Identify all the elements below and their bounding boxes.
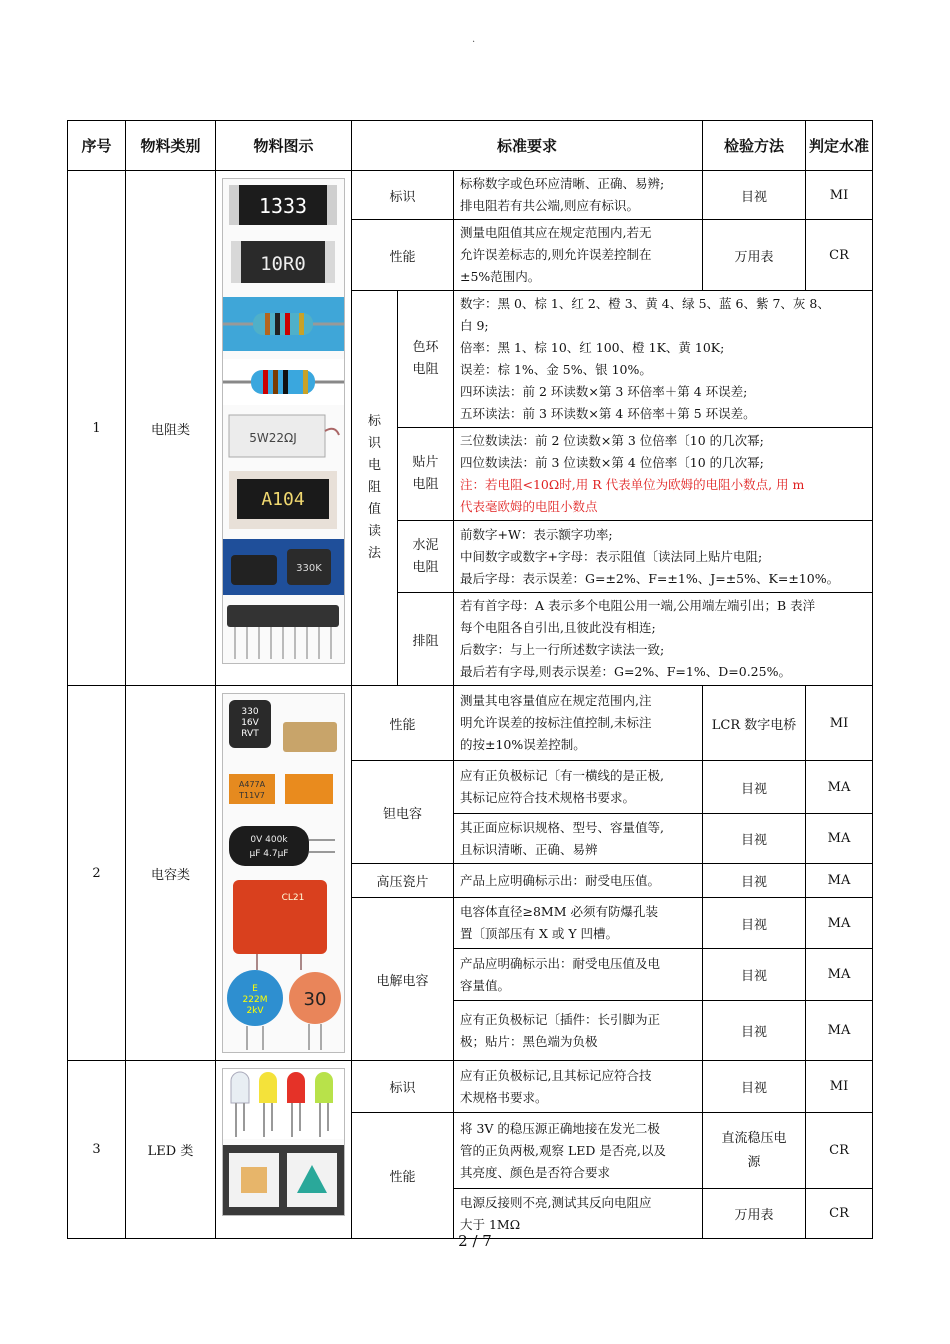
tantalum-method-2: 目视 — [703, 814, 806, 864]
resistor-image-cell — [216, 171, 352, 686]
header-standard: 标准要求 — [352, 121, 703, 171]
chip-label-10r0: 10R0 — [260, 253, 306, 275]
ceramic-smd-cap — [283, 722, 337, 752]
led-mark-req: 应有正负极标记,且其标记应符合技 术规格书要求。 — [454, 1061, 703, 1113]
elec-method-3: 目视 — [703, 1001, 806, 1061]
led-perf-method-2: 万用表 — [703, 1189, 806, 1239]
electrolytic-label: 电解电容 — [352, 898, 454, 1061]
led-mark-row — [68, 1061, 873, 1113]
yellow-led — [259, 1072, 277, 1103]
resistor-mark-req: 标称数字或色环应清晰、正确、易辨; 排电阻若有共公端,则应有标识。 — [454, 171, 703, 220]
tantalum-method-1: 目视 — [703, 761, 806, 814]
svg-text:222M: 222M — [242, 995, 268, 1005]
led-illustration — [223, 1069, 344, 1215]
resistor-reading-label: 标 识 电 阻 值 读 法 — [352, 291, 398, 686]
tantalum-level-1: MA — [806, 761, 873, 814]
led-perf-req-1: 将 3V 的稳压源正确地接在发光二极 管的正负两极,观察 LED 是否亮,以及 其亮度、颜色是否符合要求 — [454, 1113, 703, 1189]
tantalum-label: 钽电容 — [352, 761, 454, 864]
resistor-mark-row — [68, 171, 873, 220]
header-judge: 判定水准 — [806, 121, 873, 171]
color-ring-req: 数字：黑 0、棕 1、红 2、橙 3、黄 4、绿 5、蓝 6、紫 7、灰 8、 白 9; 倍率：黑 1、棕 10、红 100、橙 1K、黄 10K; 误差：棕 1%、金 5%、银 10%。 四环读法：前 2 环读数×第 3 环倍率＋第 4 环误差; 五环读法：前 3 环读数×第 4 环倍率＋第 5 环误差。 — [454, 291, 873, 428]
resistor-mark-method: 目视 — [703, 171, 806, 220]
green-led — [315, 1072, 333, 1103]
svg-text:16V: 16V — [241, 718, 259, 728]
resistor-seq: 1 — [68, 171, 126, 686]
cement-req: 前数字+W：表示额字功率; 中间数字或数字+字母：表示阻值〔读法同上贴片电阻; 最后字母：表示误差：G=±2%、F=±1%、J=±5%、K=±10%。 — [454, 521, 873, 593]
header-image: 物料图示 — [216, 121, 352, 171]
ceramic-level: MA — [806, 864, 873, 898]
tantalum-level-2: MA — [806, 814, 873, 864]
inspection-table — [67, 120, 873, 1239]
array-label: A104 — [261, 489, 305, 510]
capacitor-seq: 2 — [68, 686, 126, 1061]
cement-label-cell: 水泥 电阻 — [398, 521, 454, 593]
svg-text:330: 330 — [241, 707, 259, 717]
capacitor-perf-method: LCR 数字电桥 — [703, 686, 806, 761]
resistor-sub-perf: 性能 — [352, 220, 454, 291]
header-category: 物料类别 — [126, 121, 216, 171]
svg-text:CL21: CL21 — [281, 893, 305, 903]
resistor-mark-level: MI — [806, 171, 873, 220]
led-sub-mark: 标识 — [352, 1061, 454, 1113]
svg-text:2kV: 2kV — [246, 1006, 264, 1016]
capacitor-perf-row — [68, 686, 873, 761]
capacitor-perf-level: MI — [806, 686, 873, 761]
led-perf-level-1: CR — [806, 1113, 873, 1189]
color-ring-label: 色环 电阻 — [398, 291, 454, 428]
red-led — [287, 1072, 305, 1103]
tantalum-req-1: 应有正负极标记〔有一横线的是正极, 其标记应符合技术规格书要求。 — [454, 761, 703, 814]
led-mark-method: 目视 — [703, 1061, 806, 1113]
led-image — [222, 1068, 345, 1216]
smd-req: 三位数读法：前 2 位读数×第 3 位倍率〔10 的几次幂; 四位数读法：前 3 位读数×第 4 位倍率〔10 的几次幂; 注：若电阻<10Ω时,用 R 代表单位为欧姆的电阻小数点, 用 m 代表毫欧姆的电阻小数点 — [454, 428, 873, 521]
ceramic-label: 高压瓷片 — [352, 864, 454, 898]
elec-req-3: 应有正负极标记〔插件：长引脚为正 极；贴片：黑色端为负极 — [454, 1001, 703, 1061]
led-seq: 3 — [68, 1061, 126, 1239]
sip-resistor-network — [227, 605, 339, 627]
inspection-sheet — [67, 120, 873, 1239]
svg-text:A477A: A477A — [238, 780, 266, 789]
capacitor-image — [222, 693, 345, 1053]
svg-text:E: E — [252, 984, 258, 994]
header-method: 检验方法 — [703, 121, 806, 171]
cement-label: 5W22ΩJ — [249, 431, 297, 445]
ceramic-method: 目视 — [703, 864, 806, 898]
ceramic-req: 产品上应明确标示出：耐受电压值。 — [454, 864, 703, 898]
page-number: 2 / 7 — [458, 1232, 492, 1250]
header-row — [68, 121, 873, 171]
resistor-sub-mark: 标识 — [352, 171, 454, 220]
elec-level-3: MA — [806, 1001, 873, 1061]
capacitor-perf-req: 测量其电容量值应在规定范围内,注 明允许误差的按标注值控制,未标注 的按±10%误差控制。 — [454, 686, 703, 761]
smd-label: 贴片 电阻 — [398, 428, 454, 521]
elec-level-1: MA — [806, 898, 873, 949]
svg-text:0V 400k: 0V 400k — [250, 835, 288, 845]
led-sub-perf: 性能 — [352, 1113, 454, 1239]
capacitor-category: 电容类 — [126, 686, 216, 1061]
svg-text:μF 4.7μF: μF 4.7μF — [249, 849, 289, 859]
svg-text:T11V7: T11V7 — [239, 791, 265, 800]
smd-note: 注：若电阻<10Ω时,用 R 代表单位为欧姆的电阻小数点, 用 m — [460, 477, 805, 492]
elec-method-2: 目视 — [703, 949, 806, 1001]
electrolytic-cap — [229, 826, 309, 866]
resistor-illustration — [223, 179, 344, 663]
resistor-category: 电阻类 — [126, 171, 216, 686]
header-seq: 序号 — [68, 121, 126, 171]
svg-text:30: 30 — [303, 989, 327, 1010]
array-label-cell: 排阻 — [398, 593, 454, 686]
led-category: LED 类 — [126, 1061, 216, 1239]
tantalum-req-2: 其正面应标识规格、型号、容量值等, 且标识清晰、正确、易辨 — [454, 814, 703, 864]
film-cap — [233, 880, 327, 954]
capacitor-sub-perf: 性能 — [352, 686, 454, 761]
array-req: 若有首字母：A 表示多个电阻公用一端,公用端左端引出；B 表洋 每个电阻各自引出,且彼此没有相连; 后数字：与上一行所述数字读法一致; 最后若有字母,则表示误差：G=2%、F=1%、D=0.25%。 — [454, 593, 873, 686]
top-mark: . — [472, 34, 476, 45]
elec-level-2: MA — [806, 949, 873, 1001]
led-image-cell — [216, 1061, 352, 1239]
svg-text:RVT: RVT — [241, 729, 259, 739]
led-mark-level: MI — [806, 1061, 873, 1113]
capacitor-image-cell — [216, 686, 352, 1061]
led-perf-req-2: 电源反接则不亮,测试其反向电阻应 大于 1MΩ — [454, 1189, 703, 1239]
elec-method-1: 目视 — [703, 898, 806, 949]
led-perf-level-2: CR — [806, 1189, 873, 1239]
clear-led — [231, 1072, 249, 1103]
resistor-image — [222, 178, 345, 664]
inductor-label: 330K — [296, 563, 322, 574]
elec-req-2: 产品应明确标示出：耐受电压值及电 容量值。 — [454, 949, 703, 1001]
chip-label-1333: 1333 — [258, 194, 308, 218]
resistor-perf-req: 测量电阻值其应在规定范围内,若无 允许误差标志的,则允许误差控制在 ±5%范围内。 — [454, 220, 703, 291]
elec-req-1: 电容体直径≥8MM 必须有防爆孔装 置〔顶部压有 X 或 Y 凹槽。 — [454, 898, 703, 949]
resistor-perf-level: CR — [806, 220, 873, 291]
capacitor-illustration — [223, 694, 344, 1052]
resistor-perf-method: 万用表 — [703, 220, 806, 291]
led-perf-method-1: 直流稳压电 源 — [703, 1113, 806, 1189]
